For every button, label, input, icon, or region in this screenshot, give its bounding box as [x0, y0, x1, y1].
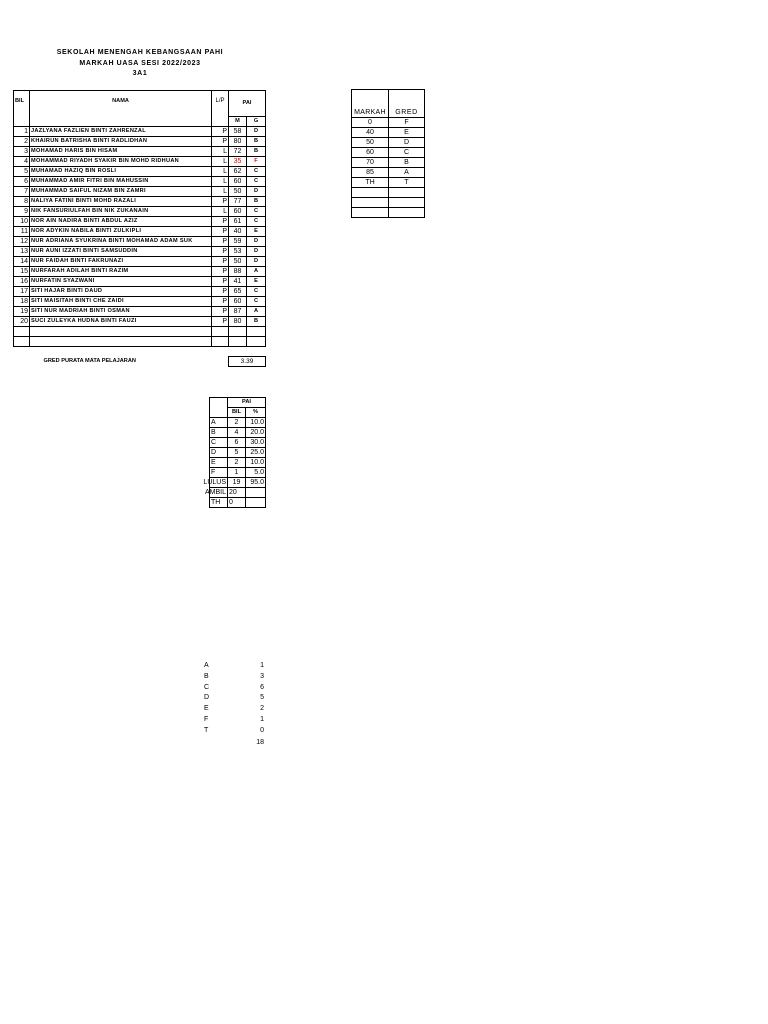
student-name: NURFATIN SYAZWANI — [30, 277, 212, 287]
summary-count: 5 — [228, 448, 246, 458]
student-mark: 35 — [229, 157, 247, 167]
student-grade: D — [247, 127, 266, 137]
student-number: 3 — [14, 147, 30, 157]
student-grade: B — [247, 137, 266, 147]
student-row — [14, 207, 266, 217]
student-grade: C — [247, 287, 266, 297]
summary-row — [210, 498, 266, 508]
summary-label: E — [210, 458, 228, 468]
summary-pct-header: % — [246, 408, 266, 418]
student-row — [14, 147, 266, 157]
student-number: 8 — [14, 197, 30, 207]
student-number: 19 — [14, 307, 30, 317]
summary-label: F — [210, 468, 228, 478]
student-name: MUHAMAD HAZIQ BIN ROSLI — [30, 167, 212, 177]
student-number: 11 — [14, 227, 30, 237]
student-gender: P — [212, 237, 229, 247]
student-gender: L — [212, 177, 229, 187]
summary-label: D — [210, 448, 228, 458]
student-mark: 60 — [229, 177, 247, 187]
summary-label: LULUS — [203, 479, 226, 486]
student-row — [14, 237, 266, 247]
summary-label: C — [210, 438, 228, 448]
student-gender: P — [212, 297, 229, 307]
student-gender: L — [212, 167, 229, 177]
grade-letter: T — [389, 178, 425, 188]
student-mark: 59 — [229, 237, 247, 247]
summary-label: A — [210, 418, 228, 428]
summary-label: AMBIL — [204, 489, 226, 496]
student-name: MOHAMMAD RIYADH SYAKIR BIN MOHD RIDHUAN — [30, 157, 212, 167]
summary-percent: 20.0 — [246, 428, 266, 438]
student-mark: 53 — [229, 247, 247, 257]
student-number: 6 — [14, 177, 30, 187]
summary-row — [210, 488, 266, 498]
markah-header: MARKAH — [352, 90, 389, 118]
empty-row — [14, 327, 266, 337]
grade-letter: C — [389, 148, 425, 158]
grade-scale-row — [352, 148, 425, 158]
student-grade: F — [247, 157, 266, 167]
student-number: 16 — [14, 277, 30, 287]
student-number: 15 — [14, 267, 30, 277]
summary-count: 4 — [228, 428, 246, 438]
school-title: SEKOLAH MENENGAH KEBANGSAAN PAHI — [56, 49, 224, 56]
student-gender: P — [212, 267, 229, 277]
student-row — [14, 287, 266, 297]
student-name: JAZLYANA FAZLIEN BINTI ZAHRENZAL — [30, 127, 212, 137]
student-name: NOR AIN NADIRA BINTI ABDUL AZIZ — [30, 217, 212, 227]
grade-scale-table — [351, 89, 425, 218]
student-name: SUCI ZULEYKA HUDNA BINTI FAUZI — [30, 317, 212, 327]
grade-min-mark: 60 — [352, 148, 389, 158]
student-grade: C — [247, 297, 266, 307]
student-number: 20 — [14, 317, 30, 327]
student-grade: E — [247, 277, 266, 287]
lp-header: L/P — [212, 91, 229, 127]
count-grade-label: D — [204, 694, 210, 702]
student-number: 10 — [14, 217, 30, 227]
student-gender: P — [212, 247, 229, 257]
grade-min-mark: 40 — [352, 128, 389, 138]
student-mark: 60 — [229, 297, 247, 307]
student-grade: A — [247, 267, 266, 277]
student-mark: 72 — [229, 147, 247, 157]
student-name: SITI NUR MADRIAH BINTI OSMAN — [30, 307, 212, 317]
student-grade: D — [247, 247, 266, 257]
student-row — [14, 267, 266, 277]
student-row — [14, 247, 266, 257]
summary-percent: 5.0 — [246, 468, 266, 478]
student-gender: L — [212, 187, 229, 197]
grade-letter: D — [389, 138, 425, 148]
summary-count: 2 — [228, 458, 246, 468]
bil-header: BIL — [14, 91, 30, 127]
student-gender: P — [212, 257, 229, 267]
student-row — [14, 167, 266, 177]
exam-title: MARKAH UASA SESI 2022/2023 — [79, 60, 201, 67]
student-mark: 50 — [229, 187, 247, 197]
summary-count: 19 — [228, 478, 246, 488]
marks-table-body — [14, 127, 266, 357]
student-grade: E — [247, 227, 266, 237]
count-grade-label: A — [204, 662, 209, 669]
student-number: 14 — [14, 257, 30, 267]
student-mark: 87 — [229, 307, 247, 317]
student-number: 18 — [14, 297, 30, 307]
student-mark: 80 — [229, 137, 247, 147]
student-number: 1 — [14, 127, 30, 137]
student-grade: D — [247, 187, 266, 197]
grade-col-header: G — [247, 117, 266, 127]
summary-count: 0 — [228, 498, 246, 508]
marks-table — [13, 90, 266, 367]
student-name: MUHAMMAD AMIR FITRI BIN MAHUSSIN — [30, 177, 212, 187]
student-name: MOHAMAD HARIS BIN HISAM — [30, 147, 212, 157]
student-grade: C — [247, 177, 266, 187]
student-number: 5 — [14, 167, 30, 177]
count-grade-label: C — [204, 683, 210, 691]
summary-label: B — [210, 428, 228, 438]
student-gender: P — [212, 217, 229, 227]
student-mark: 60 — [229, 207, 247, 217]
student-number: 4 — [14, 157, 30, 167]
summary-count: 2 — [228, 418, 246, 428]
count-grade-label: F — [204, 716, 209, 723]
student-row — [14, 277, 266, 287]
student-row — [14, 187, 266, 197]
grade-scale-row — [352, 158, 425, 168]
grade-scale-row — [352, 178, 425, 188]
grade-scale-body — [352, 118, 425, 188]
summary-row — [210, 478, 266, 488]
student-mark: 80 — [229, 317, 247, 327]
student-gender: P — [212, 137, 229, 147]
summary-percent: 10.0 — [246, 418, 266, 428]
summary-row — [210, 458, 266, 468]
student-row — [14, 157, 266, 167]
summary-count: 20 — [228, 488, 246, 498]
student-mark: 58 — [229, 127, 247, 137]
student-mark: 41 — [229, 277, 247, 287]
student-grade: B — [247, 147, 266, 157]
count-grade-value: 1 — [260, 662, 264, 669]
student-grade: D — [247, 237, 266, 247]
student-number: 17 — [14, 287, 30, 297]
student-name: NUR ADRIANA SYUKRINA BINTI MOHAMAD ADAM SUK — [30, 237, 212, 247]
summary-row — [210, 468, 266, 478]
student-row — [14, 227, 266, 237]
student-gender: P — [212, 227, 229, 237]
student-gender: P — [212, 277, 229, 287]
student-grade: A — [247, 307, 266, 317]
count-grade-value: 6 — [260, 683, 264, 691]
student-number: 12 — [14, 237, 30, 247]
student-grade: B — [247, 197, 266, 207]
summary-empty — [246, 498, 266, 508]
count-grade-label: B — [204, 672, 209, 680]
student-name: MUHAMMAD SAIFUL NIZAM BIN ZAMRI — [30, 187, 212, 197]
count-grade-label: E — [204, 705, 209, 713]
student-grade: B — [247, 317, 266, 327]
grade-scale-row — [352, 128, 425, 138]
count-grade-value: 1 — [260, 716, 264, 723]
grade-scale-row — [352, 168, 425, 178]
class-title: 3A1 — [132, 70, 148, 77]
grade-summary-body — [203, 418, 266, 508]
average-value: 3.39 — [229, 357, 266, 367]
student-row — [14, 317, 266, 327]
summary-label: TH — [210, 498, 228, 508]
grade-letter: A — [389, 168, 425, 178]
summary-count: 1 — [228, 468, 246, 478]
student-gender: P — [212, 287, 229, 297]
grade-summary-table — [203, 397, 266, 508]
student-gender: P — [212, 197, 229, 207]
nama-header: NAMA — [30, 91, 212, 127]
student-name: NALIYA FATINI BINTI MOHD RAZALI — [30, 197, 212, 207]
student-mark: 62 — [229, 167, 247, 177]
summary-bil-header: BIL — [228, 408, 246, 418]
grade-letter: E — [389, 128, 425, 138]
student-name: NUR AUNI IZZATI BINTI SAMSUDDIN — [30, 247, 212, 257]
student-row — [14, 217, 266, 227]
student-name: SITI MAISITAH BINTI CHE ZAIDI — [30, 297, 212, 307]
grade-scale-row — [352, 118, 425, 128]
grade-min-mark: 85 — [352, 168, 389, 178]
student-gender: P — [212, 127, 229, 137]
student-number: 2 — [14, 137, 30, 147]
student-grade: C — [247, 207, 266, 217]
summary-row — [210, 418, 266, 428]
student-gender: L — [212, 207, 229, 217]
summary-empty — [246, 488, 266, 498]
student-name: NIK FANSURIULFAH BIN NIK ZUKANAIN — [30, 207, 212, 217]
student-mark: 65 — [229, 287, 247, 297]
grade-min-mark: TH — [352, 178, 389, 188]
student-name: NURFARAH ADILAH BINTI RAZIM — [30, 267, 212, 277]
student-row — [14, 127, 266, 137]
count-grade-value: 5 — [260, 694, 264, 702]
student-mark: 61 — [229, 217, 247, 227]
count-grade-value: 2 — [260, 705, 264, 713]
student-gender: L — [212, 157, 229, 167]
student-row — [14, 137, 266, 147]
student-mark: 88 — [229, 267, 247, 277]
grade-scale-row — [352, 138, 425, 148]
student-mark: 77 — [229, 197, 247, 207]
student-gender: P — [212, 317, 229, 327]
summary-row — [210, 428, 266, 438]
grade-min-mark: 0 — [352, 118, 389, 128]
count-total: 18 — [256, 739, 264, 746]
subject-header: PAI — [229, 91, 266, 117]
student-row — [14, 257, 266, 267]
student-grade: D — [247, 257, 266, 267]
student-row — [14, 307, 266, 317]
summary-percent: 95.0 — [246, 478, 266, 488]
student-gender: P — [212, 307, 229, 317]
student-row — [14, 197, 266, 207]
marks-col-header: M — [229, 117, 247, 127]
grade-letter: F — [389, 118, 425, 128]
summary-row — [210, 438, 266, 448]
student-number: 9 — [14, 207, 30, 217]
summary-percent: 10.0 — [246, 458, 266, 468]
student-grade: C — [247, 217, 266, 227]
summary-percent: 30.0 — [246, 438, 266, 448]
student-name: NUR FAIDAH BINTI FAKRUNAZI — [30, 257, 212, 267]
student-number: 7 — [14, 187, 30, 197]
student-name: KHAIRUN BATRISHA BINTI RADLIDHAN — [30, 137, 212, 147]
student-name: NOR ADYKIN NABILA BINTI ZULKIPLI — [30, 227, 212, 237]
summary-count: 6 — [228, 438, 246, 448]
grade-letter: B — [389, 158, 425, 168]
summary-row — [210, 448, 266, 458]
student-grade: C — [247, 167, 266, 177]
student-name: SITI HAJAR BINTI DAUD — [30, 287, 212, 297]
summary-percent: 25.0 — [246, 448, 266, 458]
grade-min-mark: 70 — [352, 158, 389, 168]
count-grade-value: 3 — [260, 672, 264, 680]
count-grade-value: 0 — [260, 726, 264, 734]
student-number: 13 — [14, 247, 30, 257]
student-mark: 50 — [229, 257, 247, 267]
student-row — [14, 297, 266, 307]
student-gender: L — [212, 147, 229, 157]
count-grade-label: T — [204, 726, 209, 734]
student-mark: 40 — [229, 227, 247, 237]
grade-min-mark: 50 — [352, 138, 389, 148]
gred-header: GRED — [389, 90, 425, 118]
student-row — [14, 177, 266, 187]
empty-row — [14, 337, 266, 347]
summary-subject: PAI — [228, 398, 266, 408]
average-label: GRED PURATA MATA PELAJARAN — [43, 358, 136, 364]
